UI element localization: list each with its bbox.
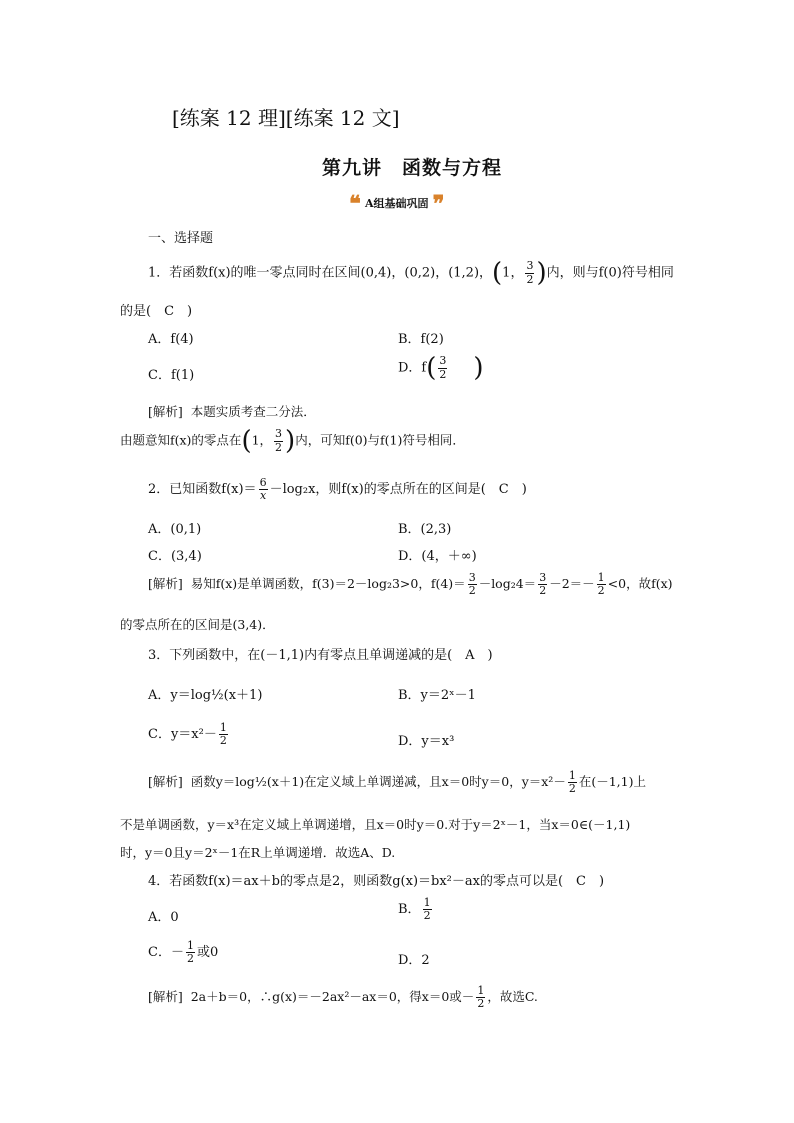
analysis-label: [解析] [148, 774, 183, 790]
q4-option-c: C．－ $\frac{1}{2}$ 或0 [148, 939, 219, 966]
q3-option-c: C．y＝x²－ $\frac{1}{2}$ [148, 721, 227, 748]
q3-analysis-line-3: 时，y＝0且y＝2ˣ－1在R上单调递增．故选A、D. [120, 845, 396, 860]
q3-option-d: D．y＝x³ [398, 734, 455, 749]
analysis-label: [解析] [148, 404, 183, 419]
q1-option-a: A．f(4) [148, 332, 194, 347]
q1-paren-close: ) [536, 258, 547, 288]
q2-analysis-line-1: [解析] 易知f(x)是单调函数，f(3)＝2－log₂3>0，f(4)＝ $\frac{3}{2}$ －log₂4＝ $\frac{3}{2}$ －2＝－ $\frac{1}{2}$ <0，故f(x) [148, 571, 673, 598]
q1-option-b: B．f(2) [398, 332, 444, 347]
section-heading: 一、选择题 [148, 231, 214, 246]
q3-analysis-line-2: 不是单调函数，y＝x³在定义域上单调递增，且x＝0时y＝0.对于y＝2ˣ－1，当x＝0∈(－1,1) [120, 817, 631, 832]
banner-label: A组基础巩固 [364, 197, 429, 210]
q1-option-c: C．f(1) [148, 368, 195, 383]
q4-option-a: A．0 [148, 910, 179, 925]
page-title: 第九讲 函数与方程 [322, 157, 503, 179]
q2-analysis-line-2: 的零点所在的区间是(3,4)． [120, 617, 275, 632]
analysis-label: [解析] [148, 576, 183, 592]
q1-analysis-line-2: 由题意知f(x)的零点在(1， $\frac{3}{2}$ )内，可知f(0)与f(1)符号相同． [120, 426, 465, 456]
q4-analysis: [解析] 2a＋b＝0，∴g(x)＝－2ax²－ax＝0，得x＝0或－ $\frac{1}{2}$ ，故选C. [148, 984, 538, 1011]
close-quote-icon: ❞ [432, 191, 445, 217]
q1-fraction: $\frac{3}{2}$ [526, 259, 534, 286]
q4-option-d: D．2 [398, 953, 430, 968]
q1-paren-open: ( [492, 258, 503, 288]
open-quote-icon: ❝ [349, 191, 361, 217]
q1-option-d: D．f( $\frac{3}{2}$ ) [398, 353, 484, 383]
q2-option-d: D．(4，＋∞) [398, 549, 477, 564]
q2-option-b: B．(2,3) [398, 522, 452, 537]
q1-stem-continued: 的是( C ) [120, 304, 193, 319]
question-4-stem: 4．若函数f(x)＝ax＋b的零点是2，则函数g(x)＝bx²－ax的零点可以是( C ) [148, 874, 605, 889]
analysis-label: [解析] [148, 989, 183, 1005]
section-banner [349, 193, 445, 215]
lesson-header: [练案 12 理][练案 12 文] [172, 106, 400, 130]
question-3-stem: 3．下列函数中，在(－1,1)内有零点且单调递减的是( A ) [148, 648, 493, 663]
question-1-stem [148, 258, 674, 288]
q3-option-a: A．y＝log½(x＋1) [148, 688, 263, 703]
q4-option-b: B． $\frac{1}{2}$ [398, 896, 431, 923]
q3-option-b: B．y＝2ˣ－1 [398, 688, 476, 703]
q2-fraction: $\frac{6}{x}$ [259, 476, 267, 503]
q2-option-a: A．(0,1) [148, 522, 202, 537]
q1-stem-text: 1．若函数f(x)的唯一零点同时在区间(0,4)，(0,2)，(1,2)， [148, 265, 493, 281]
q1-analysis-line-1: [解析] 本题实质考查二分法． [148, 404, 316, 419]
question-2-stem: 2．已知函数f(x)＝ $\frac{6}{x}$ －log₂x，则f(x)的零点所在的区间是( C ) [148, 476, 527, 503]
q1-stem-tail: 内，则与f(0)符号相同 [546, 265, 674, 281]
q2-option-c: C．(3,4) [148, 549, 202, 564]
q1-interval: 1， [502, 265, 524, 281]
q3-analysis-line-1: [解析] 函数y＝log½(x＋1)在定义域上单调递减，且x＝0时y＝0，y＝x²－ $\frac{1}{2}$ 在(－1,1)上 [148, 769, 646, 796]
